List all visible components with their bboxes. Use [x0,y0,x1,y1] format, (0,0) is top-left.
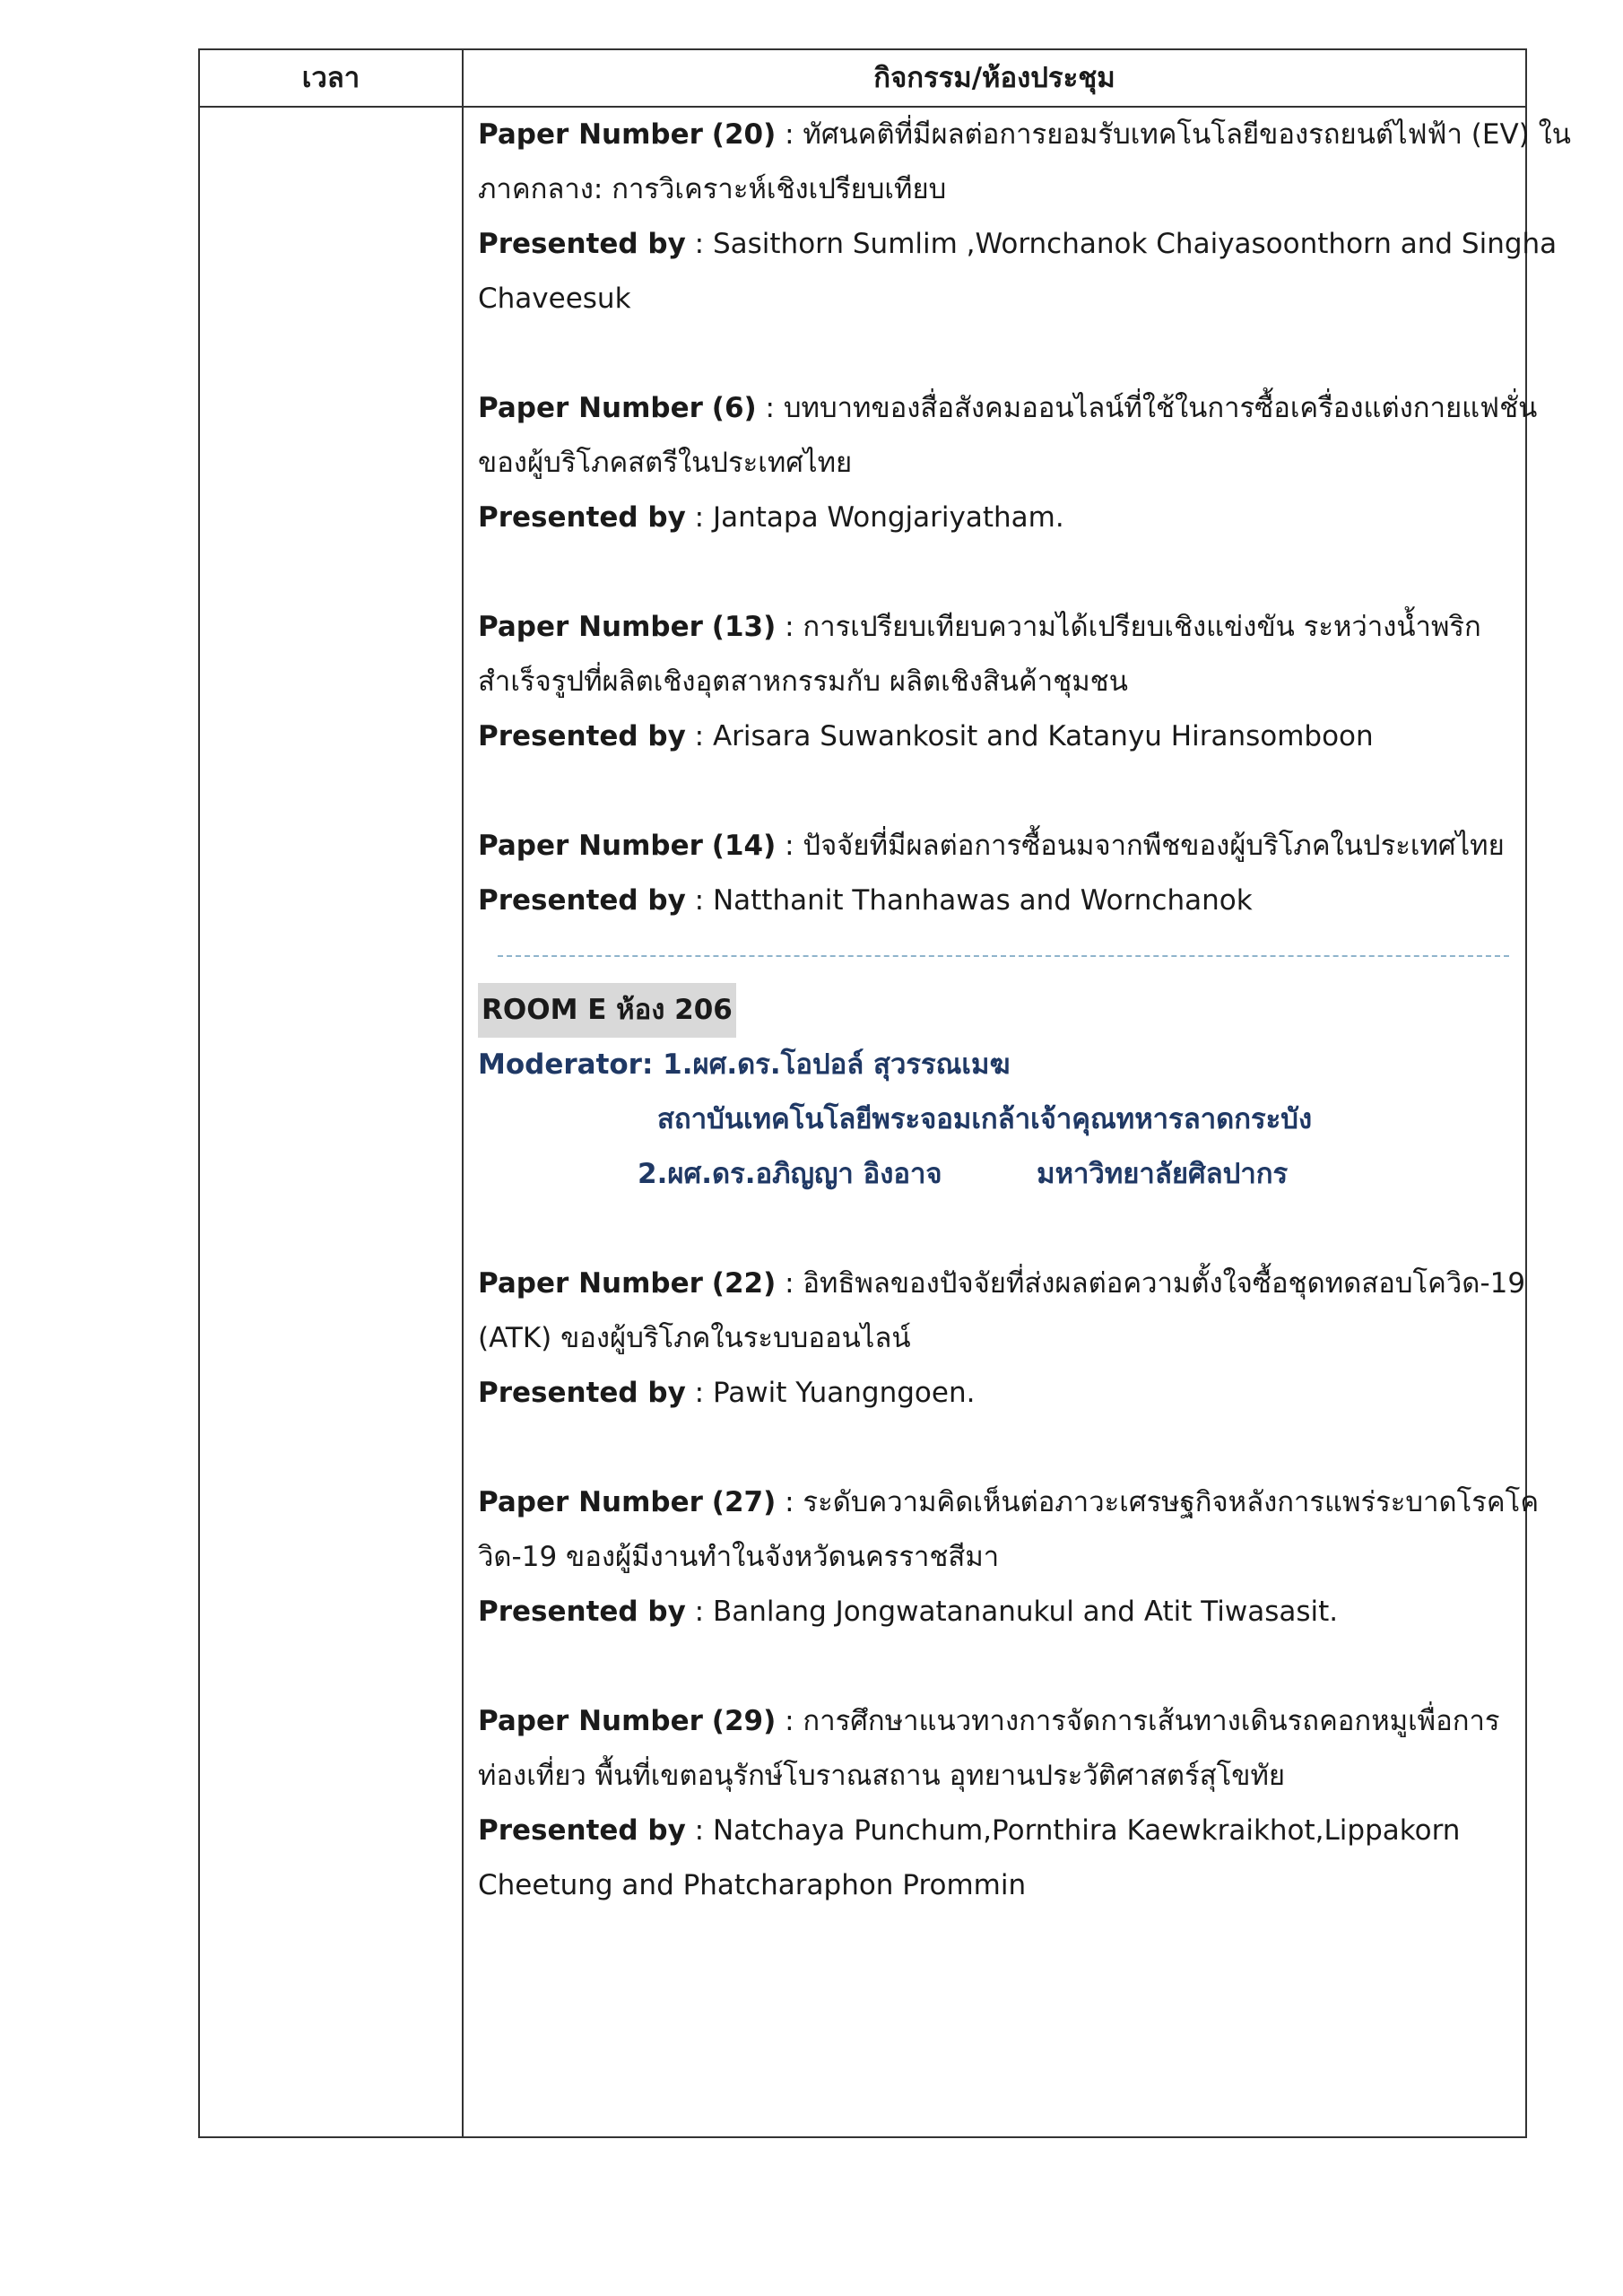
presented-by-label: Presented by [478,720,686,752]
paper-title: ระดับความคิดเห็นต่อภาวะเศรษฐกิจหลังการแพร่ระบาดโรคโค [803,1486,1540,1518]
paper-number-label: Paper Number [478,1486,703,1518]
paper-title-line: Paper Number (6) : บทบาทของสื่อสังคมออนไลน์ที่ใช้ในการซื้อเครื่องแต่งกายแฟชั่น [478,392,1538,424]
spacer [478,764,1518,819]
paper-title: สำเร็จรูปที่ผลิตเชิงอุตสาหกรรมกับ ผลิตเชิงสินค้าชุมชน [478,665,1128,698]
paper-title-line [478,162,1518,217]
paper-title-line [478,1311,1518,1366]
presenter-line [478,272,1518,326]
room-heading: ROOM E ห้อง 206 [478,983,736,1038]
paper-title-line: Paper Number (20) : ทัศนคติที่มีผลต่อการยอมรับเทคโนโลยีของรถยนต์ไฟฟ้า (EV) ใน [478,118,1571,151]
presenter-line: Presented by : Jantapa Wongjariyatham. [478,501,1064,534]
presenter-names: Pawit Yuangngoen. [712,1377,976,1409]
paper-number: (27) [711,1486,777,1518]
paper-title-line [478,1749,1518,1804]
paper-entry [478,1639,1518,1913]
presented-by-label: Presented by [478,884,686,917]
paper-title: การเปรียบเทียบความได้เปรียบเชิงแข่งขัน ระหว่างน้ำพริก [803,611,1481,643]
paper-title-line: Paper Number (13) : การเปรียบเทียบความได้เปรียบเชิงแข่งขัน ระหว่างน้ำพริก [478,611,1481,643]
paper-entry [478,764,1518,928]
presenter-names: Chaveesuk [478,283,631,315]
paper-title: ภาคกลาง: การวิเคราะห์เชิงเปรียบเทียบ [478,173,947,205]
paper-number: (29) [711,1705,777,1737]
section-divider [498,955,1509,957]
paper-title-line [478,436,1518,491]
presenter-names: Jantapa Wongjariyatham. [712,501,1064,534]
presenter-names: Natchaya Punchum,Pornthira Kaewkraikhot,Lippakorn [712,1814,1461,1847]
paper-title: ปัจจัยที่มีผลต่อการซื้อนมจากพืชของผู้บริโภคในประเทศไทย [803,830,1505,862]
schedule-table [198,48,1571,2138]
paper-title: (ATK) ของผู้บริโภคในระบบออนไลน์ [478,1322,911,1354]
paper-number: (14) [711,830,777,862]
paper-entry [478,108,1571,326]
spacer [478,1421,1518,1475]
paper-entry [478,1421,1540,1639]
paper-number: (20) [711,118,777,151]
paper-title-line: Paper Number (29) : การศึกษาแนวทางการจัดการเส้นทางเดินรถคอกหมูเพื่อการ [478,1705,1500,1737]
presenter-names: Cheetung and Phatcharaphon Prommin [478,1869,1027,1901]
presenter-line [478,1858,1518,1913]
paper-number-label: Paper Number [478,118,703,151]
paper-number-label: Paper Number [478,611,703,643]
moderator-line-2 [478,1147,1518,1202]
paper-number-label: Paper Number [478,1267,703,1300]
paper-title-line [478,655,1518,709]
presented-by-label: Presented by [478,1814,686,1847]
presenter-names: Sasithorn Sumlim ,Wornchanok Chaiyasoonthorn and Singha [712,228,1558,260]
spacer [478,326,1518,381]
paper-number: (22) [711,1267,777,1300]
paper-number: (6) [711,392,757,424]
presented-by-label: Presented by [478,501,686,534]
activity-cell [478,108,1571,1913]
presenter-names: Arisara Suwankosit and Katanyu Hiransomboon [712,720,1374,752]
paper-title-line: Paper Number (14) : ปัจจัยที่มีผลต่อการซื้อนมจากพืชของผู้บริโภคในประเทศไทย [478,830,1505,862]
paper-title: ท่องเที่ยว พื้นที่เขตอนุรักษ์โบราณสถาน อุทยานประวัติศาสตร์สุโขทัย [478,1760,1286,1792]
paper-title: บทบาทของสื่อสังคมออนไลน์ที่ใช้ในการซื้อเครื่องแต่งกายแฟชั่น [783,392,1538,424]
presented-by-label: Presented by [478,1596,686,1628]
paper-title: อิทธิพลของปัจจัยที่ส่งผลต่อความตั้งใจซื้อชุดทดสอบโควิด-19 [803,1267,1526,1300]
presented-by-label: Presented by [478,228,686,260]
moderator-2-name: 2.ผศ.ดร.อภิญญา อิงอาจ [638,1158,942,1190]
paper-number: (13) [711,611,777,643]
spacer [478,1202,1518,1257]
moderator-2-affiliation: มหาวิทยาลัยศิลปากร [1037,1158,1289,1190]
paper-entry [478,545,1518,764]
presenter-line: Presented by : Natchaya Punchum,Pornthira Kaewkraikhot,Lippakorn [478,1814,1461,1847]
presenter-line: Presented by : Banlang Jongwatananukul and Atit Tiwasasit. [478,1596,1339,1628]
column-divider [462,50,464,2136]
paper-title-line: Paper Number (27) : ระดับความคิดเห็นต่อภาวะเศรษฐกิจหลังการแพร่ระบาดโรคโค [478,1486,1540,1518]
paper-list-room-d [478,108,1571,928]
paper-title-line [478,1530,1518,1585]
room-heading-line [478,983,1518,1038]
presented-by-label: Presented by [478,1377,686,1409]
table-header-row [200,50,1525,108]
moderator-prefix: Moderator: [478,1048,654,1081]
paper-list-room-e [478,1202,1540,1913]
paper-entry [478,1202,1526,1421]
moderator-1-name: 1.ผศ.ดร.โอปอล์ สุวรรณเมฆ [663,1048,1011,1081]
moderator-line-1 [478,1038,1518,1092]
paper-title-line: Paper Number (22) : อิทธิพลของปัจจัยที่ส่งผลต่อความตั้งใจซื้อชุดทดสอบโควิด-19 [478,1267,1526,1300]
spacer [478,545,1518,600]
moderator-1-affiliation: สถาบันเทคโนโลยีพระจอมเกล้าเจ้าคุณทหารลาดกระบัง [657,1103,1313,1135]
presenter-line: Presented by : Pawit Yuangngoen. [478,1377,976,1409]
paper-title: ทัศนคติที่มีผลต่อการยอมรับเทคโนโลยีของรถยนต์ไฟฟ้า (EV) ใน [803,118,1571,151]
paper-title: การศึกษาแนวทางการจัดการเส้นทางเดินรถคอกหมูเพื่อการ [803,1705,1500,1737]
spacer [478,1639,1518,1694]
header-time: เวลา [301,62,360,94]
presenter-line: Presented by : Sasithorn Sumlim ,Wornchanok Chaiyasoonthorn and Singha [478,228,1558,260]
presenter-line: Presented by : Natthanit Thanhawas and Wornchanok [478,884,1253,917]
paper-title: วิด-19 ของผู้มีงานทำในจังหวัดนครราชสีมา [478,1541,1000,1573]
paper-entry [478,326,1538,545]
paper-number-label: Paper Number [478,1705,703,1737]
presenter-names: Natthanit Thanhawas and Wornchanok [712,884,1253,917]
paper-number-label: Paper Number [478,392,703,424]
paper-number-label: Paper Number [478,830,703,862]
paper-title: ของผู้บริโภคสตรีในประเทศไทย [478,447,853,479]
header-activity: กิจกรรม/ห้องประชุม [873,62,1115,94]
presenter-names: Banlang Jongwatananukul and Atit Tiwasasit. [712,1596,1339,1628]
presenter-line: Presented by : Arisara Suwankosit and Katanyu Hiransomboon [478,720,1374,752]
